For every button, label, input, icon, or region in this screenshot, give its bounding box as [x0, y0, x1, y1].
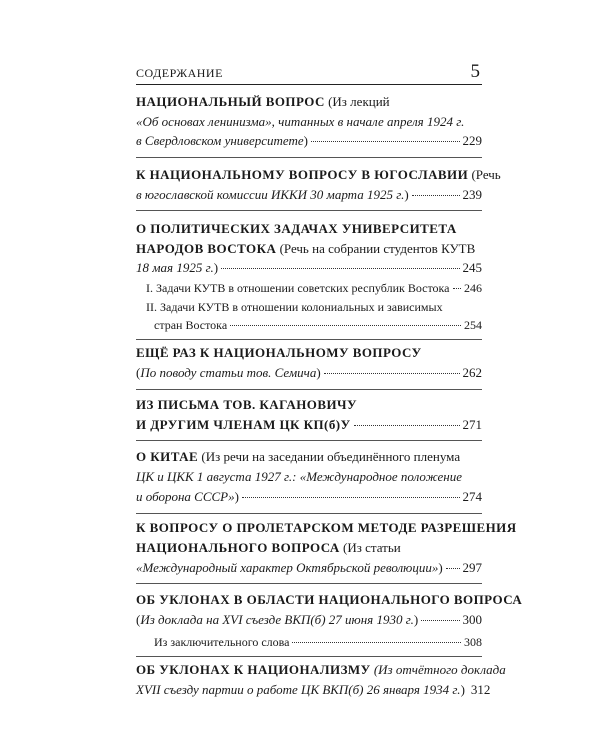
divider — [136, 210, 482, 211]
dot-leader — [230, 324, 461, 326]
divider — [136, 513, 482, 514]
toc-page-number: 229 — [462, 133, 482, 148]
toc-entry-line: в югославской комиссии ИККИ 30 марта 1925 г.) 239 — [136, 185, 482, 205]
divider — [136, 389, 482, 390]
toc-entry-line: XVII съезду партии о работе ЦК ВКП(б) 26 января 1934 г.) 312 — [136, 680, 482, 700]
toc-page-number: 239 — [462, 187, 482, 202]
dot-leader — [292, 641, 461, 643]
toc-entry-line: (Из доклада на XVI съезде ВКП(б) 27 июня 1930 г.) 300 — [136, 610, 482, 630]
divider — [136, 583, 482, 584]
toc-entry-title: ОБ УКЛОНАХ К НАЦИОНАЛИЗМУ (Из отчётного доклада — [136, 662, 506, 677]
toc-page-number: 297 — [462, 560, 482, 575]
divider — [136, 656, 482, 657]
toc-entry-title: НАРОДОВ ВОСТОКА (Речь на собрании студентов КУТВ — [136, 241, 476, 256]
toc-subitem: Из заключительного слова 308 — [154, 632, 482, 652]
toc-entry-line: в Свердловском университете) 229 — [136, 131, 482, 151]
toc-entry-title: К ВОПРОСУ О ПРОЛЕТАРСКОМ МЕТОДЕ РАЗРЕШЕНИЯ — [136, 520, 517, 535]
toc-page-number: 254 — [464, 318, 482, 332]
toc-page-number: 245 — [462, 260, 482, 275]
dot-leader — [421, 619, 459, 621]
toc-entry-line: «Международный характер Октябрьской революции») 297 — [136, 558, 482, 578]
toc-entry-title: ИЗ ПИСЬМА ТОВ. КАГАНОВИЧУ — [136, 397, 357, 412]
toc-entry-note: ЦК и ЦКК 1 августа 1927 г.: «Международное положение — [136, 469, 462, 484]
dot-leader — [354, 424, 460, 426]
divider — [136, 339, 482, 340]
toc-entry-note: «Об основах ленинизма», читанных в начале апреля 1924 г. — [136, 114, 465, 129]
dot-leader — [221, 267, 459, 269]
dot-leader — [311, 140, 460, 142]
toc-page-number: 274 — [462, 489, 482, 504]
toc-entry-title: О КИТАЕ (Из речи на заседании объединённого пленума — [136, 449, 461, 464]
dot-leader — [412, 194, 460, 196]
dot-leader — [453, 287, 461, 289]
page-number: 5 — [470, 61, 480, 82]
toc-entry-line: (По поводу статьи тов. Семича) 262 — [136, 363, 482, 383]
running-header — [136, 62, 482, 85]
toc-entry-title: НАЦИОНАЛЬНЫЙ ВОПРОС (Из лекций — [136, 94, 390, 109]
dot-leader — [446, 567, 460, 569]
toc-entry-title: К НАЦИОНАЛЬНОМУ ВОПРОСУ В ЮГОСЛАВИИ (Речь — [136, 167, 501, 182]
toc-subitem: стран Востока 254 — [154, 315, 482, 335]
running-header-title: СОДЕРЖАНИЕ — [136, 66, 223, 80]
dot-leader — [242, 496, 460, 498]
toc-subitem: II. Задачи КУТВ в отношении колониальных и зависимых — [146, 300, 443, 314]
toc-page-number: 262 — [462, 365, 482, 380]
toc-entry-title: НАЦИОНАЛЬНОГО ВОПРОСА (Из статьи — [136, 540, 401, 555]
toc-entry-title: О ПОЛИТИЧЕСКИХ ЗАДАЧАХ УНИВЕРСИТЕТА — [136, 221, 457, 236]
toc-entry-line: и оборона СССР») 274 — [136, 487, 482, 507]
toc-subitem: I. Задачи КУТВ в отношении советских республик Востока 246 — [146, 278, 482, 298]
toc-entry-title: ЕЩЁ РАЗ К НАЦИОНАЛЬНОМУ ВОПРОСУ — [136, 345, 422, 360]
toc-page-number: 300 — [462, 612, 482, 627]
toc-entry-line: 18 мая 1925 г.) 245 — [136, 258, 482, 278]
divider — [136, 157, 482, 158]
toc-entry-title: ОБ УКЛОНАХ В ОБЛАСТИ НАЦИОНАЛЬНОГО ВОПРОСА — [136, 592, 523, 607]
toc-page-number: 308 — [464, 635, 482, 649]
toc-entry-line: И ДРУГИМ ЧЛЕНАМ ЦК КП(б)У 271 — [136, 415, 482, 435]
toc-page-number: 312 — [470, 682, 491, 697]
toc-page-number: 246 — [464, 281, 482, 295]
divider — [136, 440, 482, 441]
toc-page-number: 271 — [462, 417, 482, 432]
dot-leader — [324, 372, 460, 374]
